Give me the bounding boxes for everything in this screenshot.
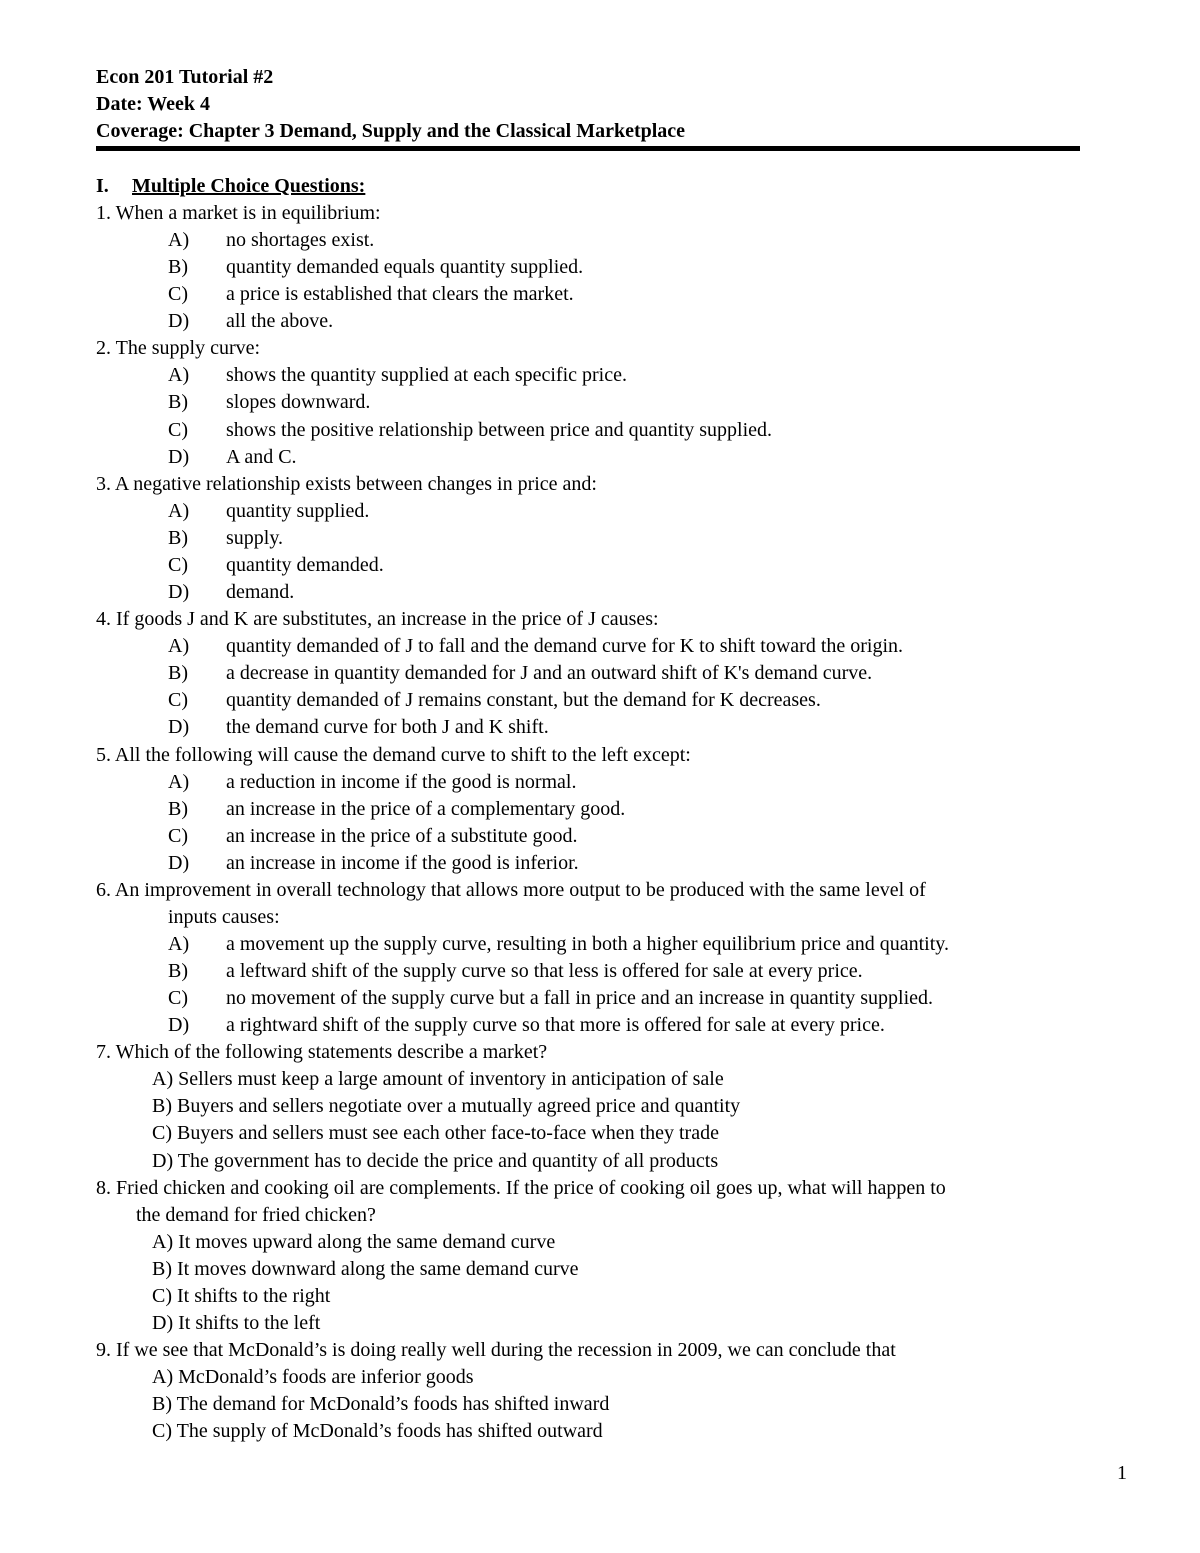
answer-option xyxy=(96,444,1106,471)
option-text: quantity supplied. xyxy=(226,499,370,522)
answer-option xyxy=(96,362,1106,389)
question-2 xyxy=(96,335,1106,470)
option-text: demand. xyxy=(226,581,295,604)
section-heading xyxy=(96,173,1106,200)
option-text: a rightward shift of the supply curve so that more is offered for sale at every price. xyxy=(226,1014,885,1037)
answer-option xyxy=(96,796,1106,823)
option-text: no shortages exist. xyxy=(226,229,375,251)
question-stem: 8. Fried chicken and cooking oil are complements. If the price of cooking oil goes up, what will happen to xyxy=(96,1176,946,1199)
option-letter: C) xyxy=(168,824,188,847)
answer-option: D) It shifts to the left xyxy=(152,1311,321,1334)
answer-option xyxy=(96,687,1106,714)
question-stem: 4. If goods J and K are substitutes, an increase in the price of J causes: xyxy=(96,608,659,631)
answer-option xyxy=(96,281,1106,308)
option-text: shows the positive relationship between price and quantity supplied. xyxy=(226,418,772,441)
answer-option: C) The supply of McDonald’s foods has shifted outward xyxy=(152,1420,603,1443)
option-letter: D) xyxy=(168,445,190,468)
answer-option xyxy=(96,579,1106,606)
question-stem: 5. All the following will cause the demand curve to shift to the left except: xyxy=(96,743,691,766)
option-letter: B) xyxy=(168,391,188,414)
option-letter: B) xyxy=(168,256,188,279)
answer-option: A) Sellers must keep a large amount of inventory in anticipation of sale xyxy=(152,1068,724,1091)
question-7 xyxy=(96,1039,1106,1174)
option-letter: A) xyxy=(168,229,190,251)
question-stem-continued: inputs causes: xyxy=(168,905,280,928)
option-letter: A) xyxy=(168,364,190,387)
answer-option: C) Buyers and sellers must see each other face-to-face when they trade xyxy=(152,1122,719,1145)
answer-option xyxy=(96,958,1106,985)
option-letter: B) xyxy=(168,526,188,549)
question-8 xyxy=(96,1175,1106,1337)
option-letter: B) xyxy=(168,959,188,982)
question-stem: 1. When a market is in equilibrium: xyxy=(96,202,381,224)
option-letter: A) xyxy=(168,932,190,955)
option-text: an increase in the price of a complementary good. xyxy=(226,797,626,820)
question-stem: 6. An improvement in overall technology that allows more output to be produced with the same level of xyxy=(96,878,926,901)
option-letter: D) xyxy=(168,310,190,333)
answer-option: A) McDonald’s foods are inferior goods xyxy=(152,1366,474,1388)
option-letter: C) xyxy=(168,553,188,576)
answer-option: A) It moves upward along the same demand curve xyxy=(152,1230,556,1253)
option-text: quantity demanded of J remains constant, but the demand for K decreases. xyxy=(226,689,821,712)
answer-option xyxy=(96,633,1106,660)
header-rule xyxy=(96,146,1080,151)
answer-option xyxy=(96,660,1106,687)
answer-option: B) It moves downward along the same demand curve xyxy=(152,1257,579,1280)
answer-option xyxy=(96,769,1106,796)
answer-option xyxy=(96,714,1106,741)
answer-option xyxy=(96,417,1106,444)
option-text: an increase in income if the good is inferior. xyxy=(226,851,579,874)
answer-option xyxy=(96,254,1106,281)
question-1 xyxy=(96,200,1106,335)
option-letter: C) xyxy=(168,418,188,441)
question-5 xyxy=(96,742,1106,877)
option-text: quantity demanded. xyxy=(226,553,384,576)
answer-option xyxy=(96,931,1106,958)
option-text: quantity demanded equals quantity supplied. xyxy=(226,256,584,279)
option-letter: A) xyxy=(168,499,190,522)
question-stem-continued: the demand for fried chicken? xyxy=(136,1203,376,1226)
question-3 xyxy=(96,471,1106,606)
answer-option xyxy=(96,985,1106,1012)
option-letter: B) xyxy=(168,797,188,820)
option-letter: D) xyxy=(168,581,190,604)
option-text: a reduction in income if the good is normal. xyxy=(226,770,577,793)
course-title: Econ 201 Tutorial #2 xyxy=(96,66,274,88)
answer-option xyxy=(96,308,1106,335)
coverage-line: Coverage: Chapter 3 Demand, Supply and the Classical Marketplace xyxy=(96,120,686,142)
answer-option xyxy=(96,823,1106,850)
page-number: 1 xyxy=(1117,1462,1127,1484)
answer-option: D) The government has to decide the price and quantity of all products xyxy=(152,1149,719,1172)
question-stem: 9. If we see that McDonald’s is doing really well during the recession in 2009, we can conclude that xyxy=(96,1339,896,1361)
answer-option xyxy=(96,498,1106,525)
question-stem: 7. Which of the following statements describe a market? xyxy=(96,1041,548,1064)
answer-option xyxy=(96,389,1106,416)
question-4 xyxy=(96,606,1106,741)
option-letter: D) xyxy=(168,716,190,739)
answer-option: C) It shifts to the right xyxy=(152,1284,331,1307)
answer-option xyxy=(96,1012,1106,1039)
option-text: all the above. xyxy=(226,310,334,333)
section-number: I. xyxy=(96,175,109,197)
option-text: no movement of the supply curve but a fall in price and an increase in quantity supplied. xyxy=(226,987,934,1010)
document-header xyxy=(96,64,1080,145)
option-letter: C) xyxy=(168,283,188,306)
option-letter: D) xyxy=(168,851,190,874)
option-text: slopes downward. xyxy=(226,391,371,414)
option-letter: A) xyxy=(168,770,190,793)
question-stem: 2. The supply curve: xyxy=(96,337,261,360)
option-text: a decrease in quantity demanded for J and an outward shift of K's demand curve. xyxy=(226,662,873,685)
option-letter: D) xyxy=(168,1014,190,1037)
answer-option xyxy=(96,227,1106,254)
option-letter: C) xyxy=(168,987,188,1010)
option-text: supply. xyxy=(226,526,284,549)
answer-option xyxy=(96,552,1106,579)
question-stem: 3. A negative relationship exists between changes in price and: xyxy=(96,472,597,495)
option-text: the demand curve for both J and K shift. xyxy=(226,716,549,739)
date-line: Date: Week 4 xyxy=(96,93,211,115)
option-text: A and C. xyxy=(226,445,297,468)
option-text: a leftward shift of the supply curve so that less is offered for sale at every price. xyxy=(226,959,863,982)
section-title: Multiple Choice Questions: xyxy=(132,175,366,197)
answer-option xyxy=(96,525,1106,552)
question-9 xyxy=(96,1337,1106,1445)
answer-option: B) The demand for McDonald’s foods has shifted inward xyxy=(152,1393,610,1416)
option-text: quantity demanded of J to fall and the demand curve for K to shift toward the origin. xyxy=(226,635,904,658)
option-letter: B) xyxy=(168,662,188,685)
option-text: a movement up the supply curve, resulting in both a higher equilibrium price and quantity. xyxy=(226,932,949,955)
option-letter: A) xyxy=(168,635,190,658)
answer-option: B) Buyers and sellers negotiate over a mutually agreed price and quantity xyxy=(152,1095,741,1118)
answer-option xyxy=(96,850,1106,877)
option-letter: C) xyxy=(168,689,188,712)
question-6 xyxy=(96,877,1106,1039)
option-text: shows the quantity supplied at each specific price. xyxy=(226,364,627,387)
option-text: an increase in the price of a substitute good. xyxy=(226,824,578,847)
option-text: a price is established that clears the market. xyxy=(226,283,574,306)
question-list xyxy=(96,173,1106,1445)
